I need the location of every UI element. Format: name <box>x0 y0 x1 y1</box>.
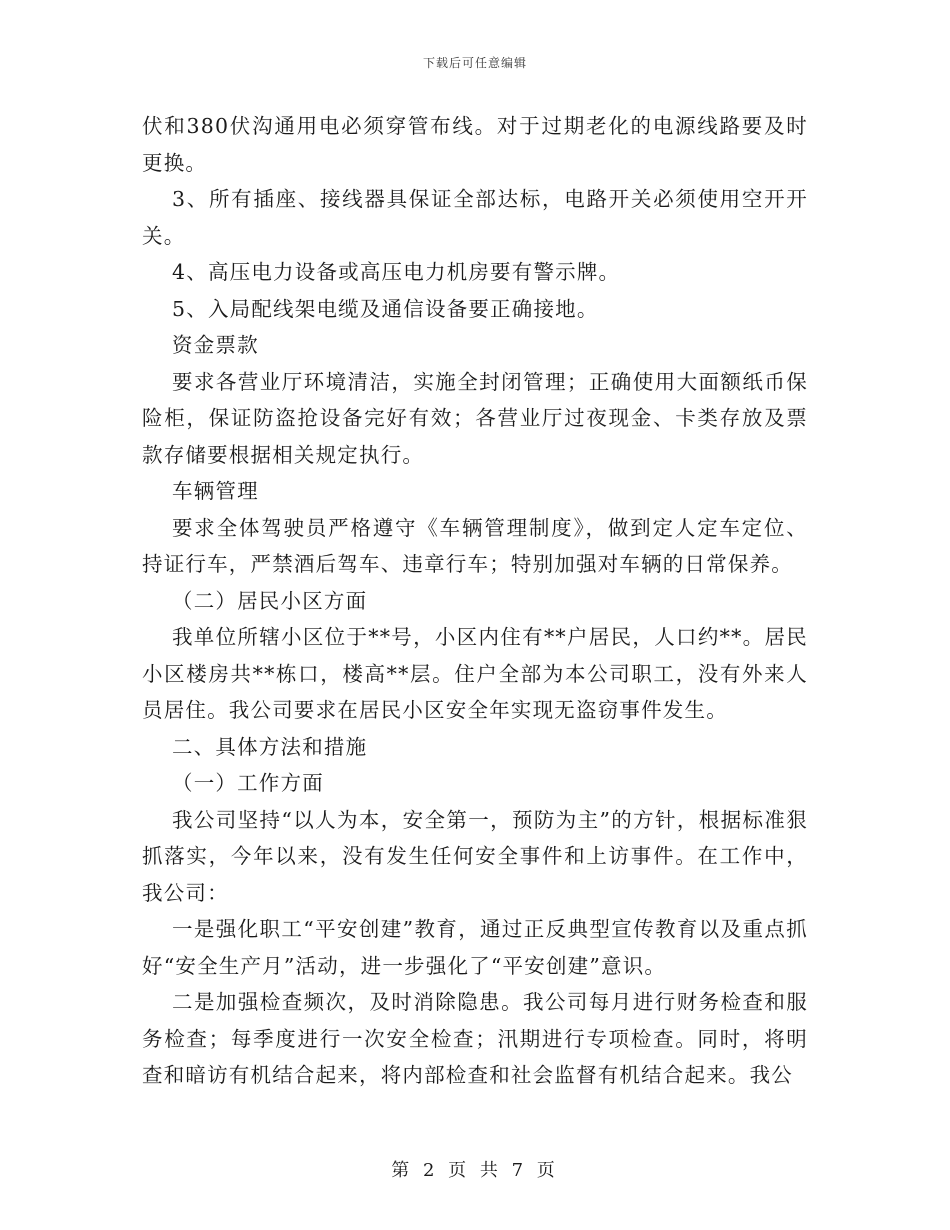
paragraph: 5、入局配线架电缆及通信设备要正确接地。 <box>172 296 599 321</box>
paragraph: 要求全体驾驶员严格遵守《车辆管理制度》，做到定人定车定位、持证行车，严禁酒后驾车、违章行车；特别加强对车辆的日常保养。 <box>142 515 808 576</box>
paragraph: 3、所有插座、接线器具保证全部达标，电路开关必须使用空开开关。 <box>142 187 808 248</box>
paragraph: 二、具体方法和措施 <box>172 734 368 759</box>
paragraph: 伏和380伏沟通用电必须穿管布线。对于过期老化的电源线路要及时更换。 <box>142 114 808 175</box>
paragraph: 资金票款 <box>172 333 259 357</box>
paragraph: 我公司坚持“以人为本，安全第一，预防为主”的方针，根据标准狠抓落实，今年以来，没有发生任何安全事件和上访事件。在工作中，我公司： <box>142 807 808 905</box>
paragraph: 二是加强检查频次，及时消除隐患。我公司每月进行财务检查和服务检查；每季度进行一次安全检查；汛期进行专项检查。同时，将明查和暗访有机结合起来，将内部检查和社会监督有机结合起来。我公 <box>142 990 808 1087</box>
page-number: 第 2 页 共 7 页 <box>391 1160 559 1181</box>
paragraph: 4、高压电力设备或高压电力机房要有警示牌。 <box>172 260 621 284</box>
paragraph: （一）工作方面 <box>172 771 324 795</box>
paragraph: 一是强化职工“平安创建”教育，通过正反典型宣传教育以及重点抓好“安全生产月”活动，进一步强化了“平安创建”意识。 <box>142 917 808 978</box>
page-header: 下载后可任意编辑 <box>422 56 527 70</box>
document-body <box>142 108 808 1094</box>
paragraph: 我单位所辖小区位于**号，小区内住有**户居民，人口约**。居民小区楼房共**栋口，楼高**层。住户全部为本公司职工，没有外来人员居住。我公司要求在居民小区安全年实现无盗窃事件发生。 <box>142 625 808 722</box>
paragraph: 车辆管理 <box>172 479 259 503</box>
paragraph: 要求各营业厅环境清洁，实施全封闭管理；正确使用大面额纸币保险柜，保证防盗抢设备完好有效；各营业厅过夜现金、卡类存放及票款存储要根据相关规定执行。 <box>142 369 808 467</box>
paragraph: （二）居民小区方面 <box>172 588 368 613</box>
